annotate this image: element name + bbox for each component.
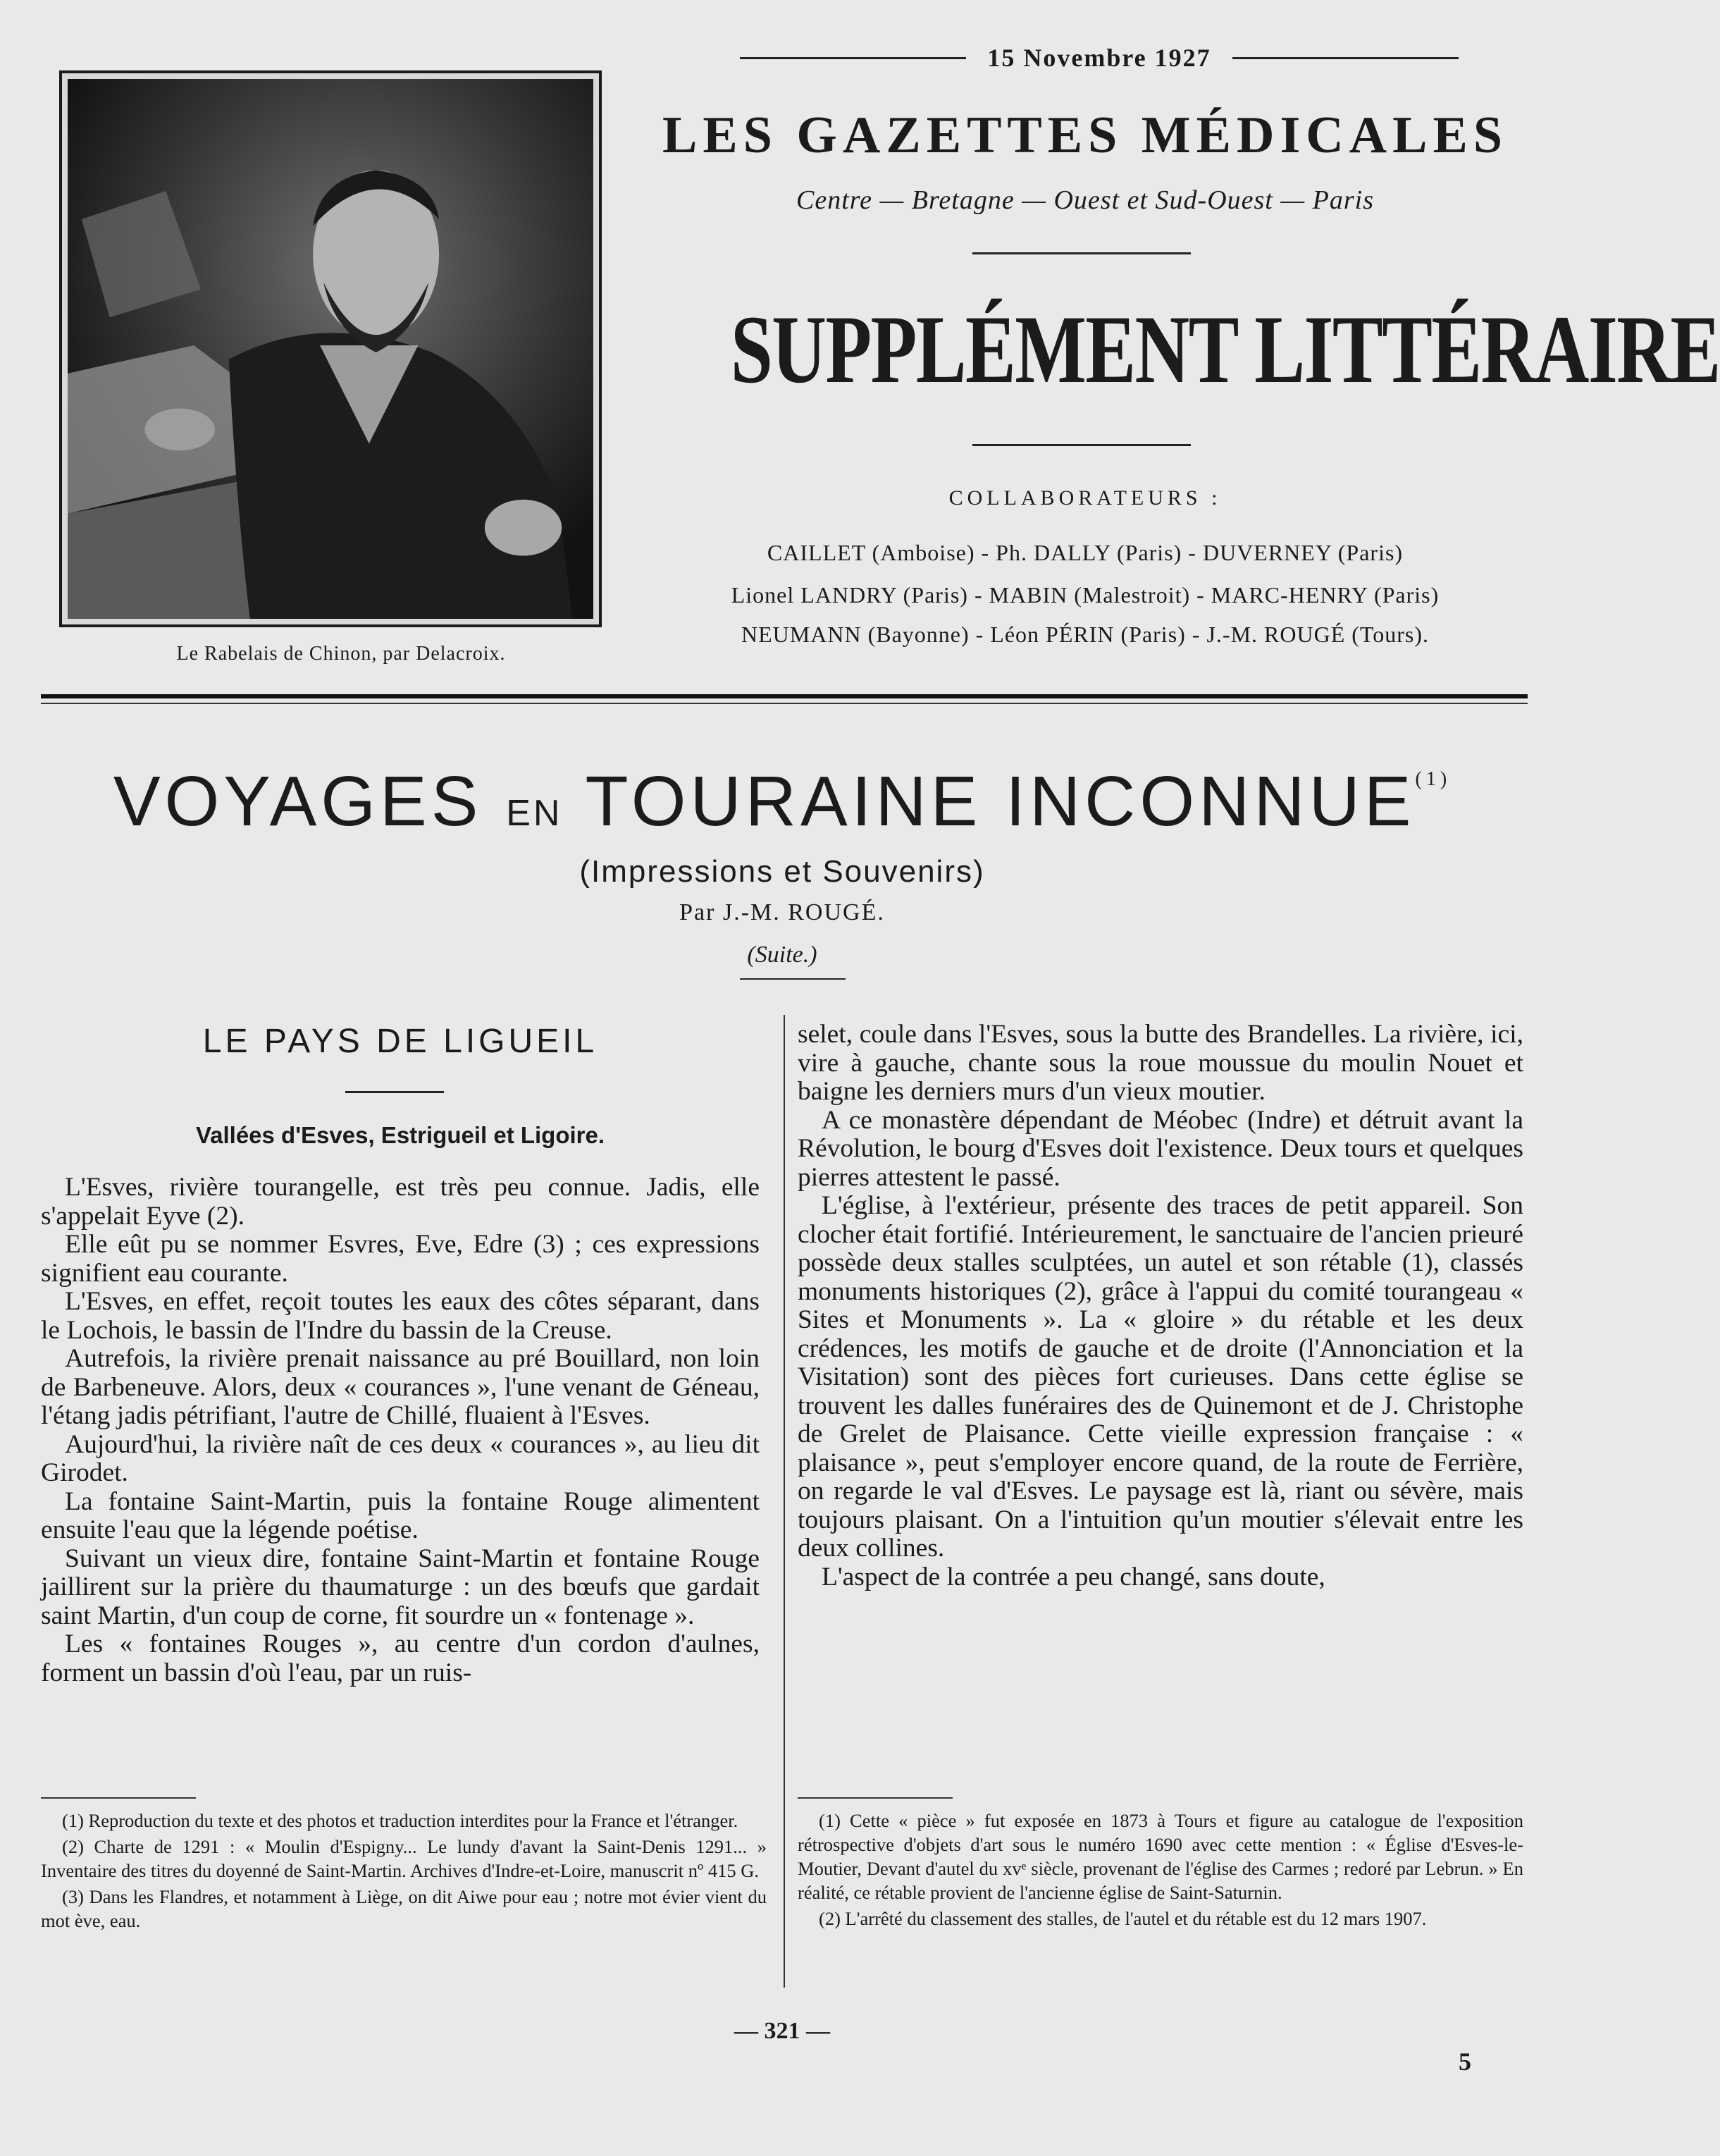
paragraph: L'Esves, rivière tourangelle, est très peu connue. Jadis, elle s'appelait Eyve (2). [41, 1173, 760, 1231]
paragraph: A ce monastère dépendant de Méobec (Indre) et détruit avant la Révolution, le bourg d'Esves doit l'existence. Deux tours et quelques pierres attestent le passé. [798, 1105, 1523, 1192]
date-rule-left [740, 57, 966, 59]
journal-title: LES GAZETTES MÉDICALES [662, 106, 1508, 164]
column-divider [784, 1015, 785, 1988]
article-title-footnote-ref: (1) [1415, 768, 1452, 790]
article-title-part: EN [506, 793, 563, 834]
section-rule [345, 1091, 444, 1093]
paragraph: Aujourd'hui, la rivière naît de ces deux « courances », au lieu dit Girodet. [41, 1429, 760, 1487]
article-suite: (Suite.) [747, 942, 817, 968]
paragraph: Suivant un vieux dire, fontaine Saint-Martin et fontaine Rouge jaillirent sur la prière du thaumaturge : un des bœufs que gardait saint Martin, d'un coup de corne, fit sourdre un « fontenage ». [41, 1544, 760, 1630]
masthead-rule-thin [41, 703, 1528, 704]
right-footnotes [798, 1809, 1523, 1933]
article-title [42, 761, 1522, 842]
masthead-rule-thick [41, 694, 1528, 698]
section-title: LE PAYS DE LIGUEIL [202, 1023, 598, 1060]
paragraph: L'aspect de la contrée a peu changé, sans doute, [822, 1562, 1325, 1591]
footnote: (1) Cette « pièce » fut exposée en 1873 à Tours et figure au catalogue de l'exposition rétrospective d'objets d'art sous le numéro 1690 avec cette mention : « Église d'Esves-le-Moutier, Devant d'autel du xvᵉ siècle, provenant de l'église des Carmes ; redoré par Lebrun. » En réalité, ce rétable provient de l'ancienne église de Saint-Saturnin. [798, 1810, 1523, 1903]
issue-date: 15 Novembre 1927 [987, 44, 1211, 72]
paragraph-continuation: selet, coule dans l'Esves, sous la butte des Brandelles. La rivière, ici, vire à gauche, chante sous la roue moussue du moulin Nouet et baigne les derniers murs d'un vieux moutier. [798, 1020, 1523, 1106]
portrait-frame [59, 70, 602, 627]
footnote: (2) L'arrêté du classement des stalles, de l'autel et du rétable est du 12 mars 1907. [819, 1908, 1427, 1929]
header-divider [972, 444, 1191, 446]
collaborators-line: Lionel LANDRY (Paris) - MABIN (Malestroit) - MARC-HENRY (Paris) [731, 582, 1440, 608]
paragraph: L'église, à l'extérieur, présente des traces de petit appareil. Son clocher était fortifié. Intérieurement, le sanctuaire de l'ancien prieuré possède deux stalles sculptées, un autel et son rétable (1), classés monuments historiques (2), grâce à l'appui du comité tourangeau « Sites et Monuments ». La « gloire » du rétable et les deux crédences, les motifs de gauche et de droite (l'Annonciation et la Visitation) sont des pièces fort curieuses. Dans cette église se trouvent les dalles funéraires des de Quinemont et de J. Christophe de Grelet de Plaisance. Cette vieille expression française : « plaisance », peut s'employer encore quand, de la route de Ferrière, on regarde le val d'Esves. Le paysage est là, riant ou sévère, mais toujours plaisant. On a l'intuition qu'un moutier s'élevait entre les deux collines. [798, 1191, 1523, 1563]
article-byline: Par J.-M. ROUGÉ. [679, 899, 885, 925]
article-subtitle: (Impressions et Souvenirs) [579, 854, 985, 889]
page-number: — 321 — [734, 2018, 830, 2044]
footnote-rule [798, 1797, 953, 1799]
rabelais-portrait-image [68, 79, 593, 619]
collaborators-label: COLLABORATEURS : [948, 486, 1222, 510]
collaborators-line: NEUMANN (Bayonne) - Léon PÉRIN (Paris) - J.-M. ROUGÉ (Tours). [741, 622, 1429, 647]
footnote: (3) Dans les Flandres, et notamment à Liège, on dit Aiwe pour eau ; notre mot évier vient du mot ève, eau. [41, 1886, 767, 1931]
date-rule-right [1232, 57, 1459, 59]
paragraph: Autrefois, la rivière prenait naissance au pré Bouillard, non loin de Barbeneuve. Alors, deux « courances », l'une venant de Géneau, l'étang jadis pétrifiant, l'autre de Chillé, fluaient à l'Esves. [41, 1344, 760, 1430]
supplement-title: SUPPLÉMENT LITTÉRAIRE [730, 295, 1720, 403]
right-column-text [798, 1021, 1523, 1591]
paragraph: Elle eût pu se nommer Esvres, Eve, Edre (3) ; ces expressions signifient eau courante. [41, 1230, 760, 1288]
journal-regions: Centre — Bretagne — Ouest et Sud-Ouest — Paris [796, 185, 1374, 215]
article-title-part: TOURAINE INCONNUE [585, 762, 1416, 841]
footnote: (2) Charte de 1291 : « Moulin d'Espigny... Le lundy d'avant la Saint-Denis 1291... » Inventaire des titres du doyenné de Saint-Martin. Archives d'Indre-et-Loire, manuscrit nº 415 G. [41, 1836, 767, 1881]
footnote-rule [41, 1797, 196, 1799]
left-column-text [41, 1174, 760, 1687]
date-line [740, 37, 1459, 79]
signature-mark: 5 [1459, 2047, 1471, 2076]
paragraph: L'Esves, en effet, reçoit toutes les eaux des côtes séparant, dans le Lochois, le bassin de l'Indre du bassin de la Creuse. [41, 1287, 760, 1345]
paragraph: Les « fontaines Rouges », au centre d'un cordon d'aulnes, forment un bassin d'où l'eau, par un ruis- [41, 1630, 760, 1687]
footnote: (1) Reproduction du texte et des photos et traduction interdites pour la France et l'étranger. [62, 1810, 738, 1831]
suite-underline [740, 978, 846, 980]
left-footnotes [41, 1809, 767, 1935]
header-divider [972, 252, 1191, 254]
portrait-caption: Le Rabelais de Chinon, par Delacroix. [176, 643, 506, 665]
section-subtitle: Vallées d'Esves, Estrigueil et Ligoire. [195, 1122, 605, 1148]
article-title-part: VOYAGES [113, 762, 483, 841]
paragraph: La fontaine Saint-Martin, puis la fontaine Rouge alimentent ensuite l'eau que la légende poétise. [41, 1486, 760, 1544]
collaborators-line: CAILLET (Amboise) - Ph. DALLY (Paris) - DUVERNEY (Paris) [767, 540, 1404, 565]
